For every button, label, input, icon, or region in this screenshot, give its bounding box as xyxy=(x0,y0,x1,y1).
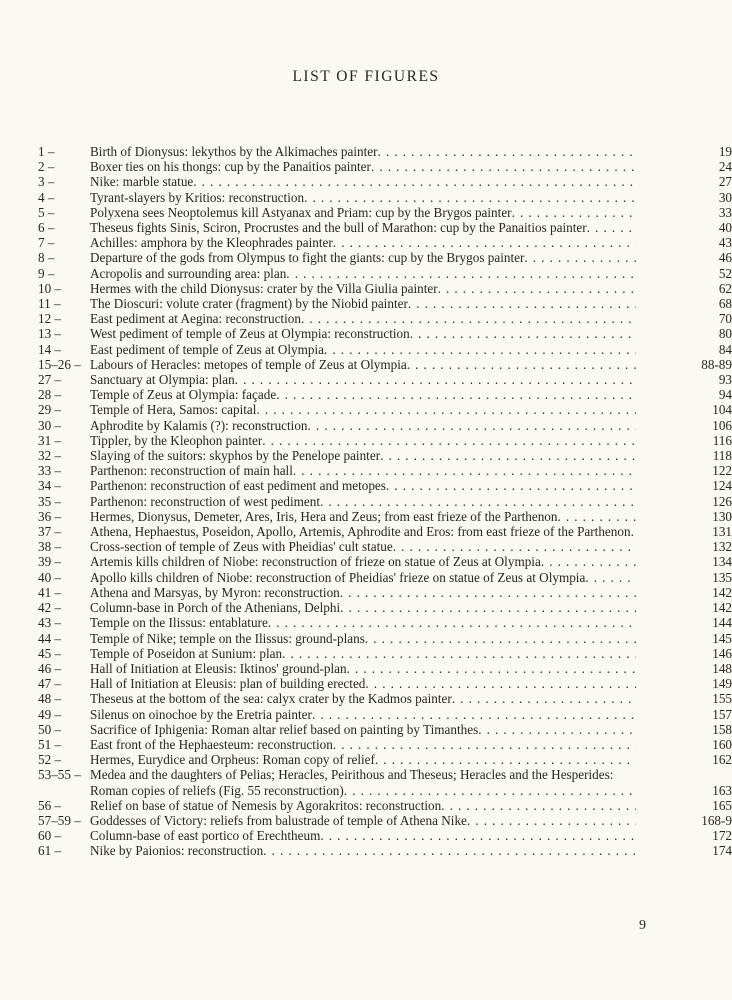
figure-caption: Column-base in Porch of the Athenians, Delphi . . . xyxy=(90,600,340,615)
list-item xyxy=(0,159,732,174)
figure-number: 4 – xyxy=(38,189,55,205)
figure-caption: Temple on the Ilissus: entablature . . . xyxy=(90,615,268,630)
figure-caption: Labours of Heracles: metopes of temple of Zeus at Olympia . . . xyxy=(90,357,407,372)
figure-caption: Tyrant-slayers by Kritios: reconstruction . . . xyxy=(90,190,304,205)
figure-number: 44 – xyxy=(38,630,62,646)
figure-number: 5 – xyxy=(38,204,55,220)
list-item xyxy=(0,843,732,858)
list-item xyxy=(0,752,732,767)
figure-caption: Hermes, Dionysus, Demeter, Ares, Iris, Hera and Zeus; from east frieze of the Parthenon . . . xyxy=(90,509,557,524)
list-item xyxy=(0,205,732,220)
figure-page: 124 xyxy=(709,478,732,493)
figure-number: 37 – xyxy=(38,524,62,540)
list-item xyxy=(0,281,732,296)
figure-caption: Medea and the daughters of Pelias; Heracles, Peirithous and Theseus; Heracles and the Hesperides: Roman copies of reliefs (Fig. 55 reconstruction) . . . xyxy=(90,767,613,797)
figure-caption: Birth of Dionysus: lekythos by the Alkimaches painter . . . xyxy=(90,144,378,159)
list-item xyxy=(0,600,732,615)
list-item xyxy=(0,828,732,843)
figure-number: 47 – xyxy=(38,676,62,692)
list-item xyxy=(0,174,732,189)
list-item xyxy=(0,433,732,448)
list-item xyxy=(0,539,732,554)
figure-caption: Athena and Marsyas, by Myron: reconstruction . . . xyxy=(90,585,340,600)
list-item xyxy=(0,190,732,205)
figure-page: 149 xyxy=(709,676,732,691)
list-item xyxy=(0,296,732,311)
list-item xyxy=(0,554,732,569)
list-item xyxy=(0,646,732,661)
figure-caption: Nike: marble statue . . . xyxy=(90,174,193,189)
figure-number: 27 – xyxy=(38,372,62,388)
figure-number: 57–59 – xyxy=(38,812,81,828)
figure-page: 163 xyxy=(709,783,732,798)
figure-page: 94 xyxy=(716,387,732,402)
figure-caption: East pediment of temple of Zeus at Olympia . . . xyxy=(90,342,324,357)
figure-caption: Polyxena sees Neoptolemus kill Astyanax and Priam: cup by the Brygos painter . . . xyxy=(90,205,512,220)
figure-page: 142 xyxy=(709,600,732,615)
figure-number: 31 – xyxy=(38,432,62,448)
figure-page: 84 xyxy=(716,342,732,357)
figure-page: 135 xyxy=(709,570,732,585)
figure-caption: Acropolis and surrounding area: plan . . . xyxy=(90,266,286,281)
list-item xyxy=(0,326,732,341)
figure-caption: Cross-section of temple of Zeus with Pheidias' cult statue . . . xyxy=(90,539,393,554)
figure-number: 41 – xyxy=(38,584,62,600)
list-item xyxy=(0,448,732,463)
figure-page: 132 xyxy=(709,539,732,554)
figure-number: 52 – xyxy=(38,752,62,768)
figure-number: 36 – xyxy=(38,508,62,524)
figure-page: 19 xyxy=(716,144,732,159)
list-item xyxy=(0,767,732,797)
figure-caption: Boxer ties on his thongs: cup by the Panaitios painter . . . xyxy=(90,159,371,174)
list-item xyxy=(0,798,732,813)
figure-number: 48 – xyxy=(38,691,62,707)
figure-page: 62 xyxy=(716,281,732,296)
figure-number: 60 – xyxy=(38,828,62,844)
figure-number: 7 – xyxy=(38,235,55,251)
figure-page: 130 xyxy=(709,509,732,524)
figure-page: 131 xyxy=(709,524,732,539)
list-item xyxy=(0,342,732,357)
list-item xyxy=(0,266,732,281)
figure-caption: Column-base of east portico of Erechtheum . . . xyxy=(90,828,320,843)
figure-caption: Temple of Nike; temple on the Ilissus: ground-plans . . . xyxy=(90,631,365,646)
figure-page: 172 xyxy=(709,828,732,843)
figure-caption: Theseus at the bottom of the sea: calyx crater by the Kadmos painter . . . xyxy=(90,691,452,706)
figure-page: 30 xyxy=(716,190,732,205)
list-item xyxy=(0,676,732,691)
figure-caption: Sanctuary at Olympia: plan . . . xyxy=(90,372,235,387)
figure-number: 38 – xyxy=(38,539,62,555)
list-item xyxy=(0,524,732,539)
figure-number: 39 – xyxy=(38,554,62,570)
figure-page: 134 xyxy=(709,554,732,569)
list-item xyxy=(0,235,732,250)
figure-caption: Nike by Paionios: reconstruction . . . xyxy=(90,843,263,858)
list-item xyxy=(0,402,732,417)
figure-number: 28 – xyxy=(38,387,62,403)
figure-number: 9 – xyxy=(38,265,55,281)
figure-caption: Temple of Poseidon at Sunium: plan . . . xyxy=(90,646,282,661)
figure-page: 40 xyxy=(716,220,732,235)
figure-caption: Apollo kills children of Niobe: reconstruction of Pheidias' frieze on statue of Zeus at Olympia . . . xyxy=(90,570,585,585)
figure-number: 6 – xyxy=(38,220,55,236)
figure-caption: West pediment of temple of Zeus at Olympia: reconstruction . . . xyxy=(90,326,410,341)
figure-page: 126 xyxy=(709,494,732,509)
figure-caption: Relief on base of statue of Nemesis by Agorakritos: reconstruction . . . xyxy=(90,798,441,813)
list-item xyxy=(0,631,732,646)
figure-page: 70 xyxy=(716,311,732,326)
figure-page: 146 xyxy=(709,646,732,661)
figure-number: 30 – xyxy=(38,417,62,433)
figure-number: 35 – xyxy=(38,493,62,509)
figure-page: 168-9 xyxy=(698,813,732,828)
figure-page: 68 xyxy=(716,296,732,311)
figure-caption: Hall of Initiation at Eleusis: Iktinos' ground-plan . . . xyxy=(90,661,347,676)
list-item xyxy=(0,220,732,235)
figure-page: 104 xyxy=(709,402,732,417)
figure-page: 142 xyxy=(709,585,732,600)
list-item xyxy=(0,691,732,706)
figure-number: 49 – xyxy=(38,706,62,722)
figure-caption: Silenus on oinochoe by the Eretria painter . . . xyxy=(90,707,312,722)
figure-number: 1 – xyxy=(38,144,55,159)
figure-number: 32 – xyxy=(38,448,62,464)
list-item xyxy=(0,722,732,737)
list-item xyxy=(0,509,732,524)
figure-caption: Artemis kills children of Niobe: reconstruction of frieze on statue of Zeus at Olympia . . . xyxy=(90,554,541,569)
figure-number: 10 – xyxy=(38,280,62,296)
list-item xyxy=(0,585,732,600)
figure-page: 24 xyxy=(716,159,732,174)
figure-page: 148 xyxy=(709,661,732,676)
page-title: LIST OF FIGURES xyxy=(292,68,440,85)
figure-page: 118 xyxy=(710,448,732,463)
figure-page: 165 xyxy=(709,798,732,813)
figure-caption: Sacrifice of Iphigenia: Roman altar relief based on painting by Timanthes . . . xyxy=(90,722,478,737)
figure-page: 27 xyxy=(716,174,732,189)
list-item xyxy=(0,357,732,372)
list-item xyxy=(0,494,732,509)
figure-caption: Hermes, Eurydice and Orpheus: Roman copy of relief . . . xyxy=(90,752,375,767)
figure-number: 51 – xyxy=(38,736,62,752)
list-item xyxy=(0,250,732,265)
figure-page: 46 xyxy=(716,250,732,265)
list-item xyxy=(0,418,732,433)
list-item xyxy=(0,478,732,493)
figure-caption: Temple of Hera, Samos: capital . . . xyxy=(90,402,256,417)
figure-number: 53–55 – xyxy=(38,767,81,783)
figure-list xyxy=(0,144,732,859)
figure-page: 174 xyxy=(709,843,732,858)
list-item xyxy=(0,311,732,326)
figure-number: 15–26 – xyxy=(38,356,81,372)
figure-page: 122 xyxy=(709,463,732,478)
figure-caption: Parthenon: reconstruction of main hall . . . xyxy=(90,463,293,478)
figure-caption: Hermes with the child Dionysus: crater by the Villa Giulia painter . . . xyxy=(90,281,438,296)
figure-number: 33 – xyxy=(38,463,62,479)
figure-page: 155 xyxy=(709,691,732,706)
figure-number: 12 – xyxy=(38,311,62,327)
figure-caption: Goddesses of Victory: reliefs from balustrade of temple of Athena Nike . . . xyxy=(90,813,467,828)
figure-caption: East front of the Hephaesteum: reconstruction . . . xyxy=(90,737,333,752)
list-item xyxy=(0,707,732,722)
figure-number: 13 – xyxy=(38,326,62,342)
figure-number: 29 – xyxy=(38,402,62,418)
figure-page: 106 xyxy=(709,418,732,433)
figure-page: 157 xyxy=(709,707,732,722)
list-item xyxy=(0,463,732,478)
figure-caption: Hall of Initiation at Eleusis: plan of building erected . . . xyxy=(90,676,365,691)
figure-page: 158 xyxy=(709,722,732,737)
figure-number: 14 – xyxy=(38,341,62,357)
figure-page: 144 xyxy=(709,615,732,630)
list-item xyxy=(0,615,732,630)
figure-number: 43 – xyxy=(38,615,62,631)
figure-page: 160 xyxy=(709,737,732,752)
figure-caption: Parthenon: reconstruction of west pediment . . . xyxy=(90,494,320,509)
figure-caption: Departure of the gods from Olympus to fight the giants: cup by the Brygos painter . . . xyxy=(90,250,524,265)
figure-caption: East pediment at Aegina: reconstruction . . . xyxy=(90,311,301,326)
figure-page: 162 xyxy=(709,752,732,767)
figure-page: 93 xyxy=(716,372,732,387)
page-number: 9 xyxy=(639,918,646,933)
figure-number: 46 – xyxy=(38,660,62,676)
figure-caption: Achilles: amphora by the Kleophrades painter . . . xyxy=(90,235,333,250)
figure-page: 33 xyxy=(716,205,732,220)
figure-page: 52 xyxy=(716,266,732,281)
figure-number: 2 – xyxy=(38,159,55,175)
figure-caption: Aphrodite by Kalamis (?): reconstruction . . . xyxy=(90,418,308,433)
list-item xyxy=(0,144,732,159)
figure-page: 43 xyxy=(716,235,732,250)
figure-number: 8 – xyxy=(38,250,55,266)
figure-page: 116 xyxy=(710,433,732,448)
figure-number: 34 – xyxy=(38,478,62,494)
figure-number: 56 – xyxy=(38,797,62,813)
list-item xyxy=(0,372,732,387)
figure-number: 3 – xyxy=(38,174,55,190)
figure-caption: Temple of Zeus at Olympia: façade . . . xyxy=(90,387,276,402)
figure-number: 45 – xyxy=(38,645,62,661)
figure-number: 61 – xyxy=(38,843,62,859)
figure-caption: Tippler, by the Kleophon painter . . . xyxy=(90,433,262,448)
list-item xyxy=(0,813,732,828)
figure-number: 50 – xyxy=(38,721,62,737)
list-item xyxy=(0,570,732,585)
list-item xyxy=(0,737,732,752)
list-item xyxy=(0,661,732,676)
figure-page: 145 xyxy=(709,631,732,646)
figure-page: 80 xyxy=(716,326,732,341)
figure-caption: The Dioscuri: volute crater (fragment) by the Niobid painter . . . xyxy=(90,296,408,311)
figure-number: 11 – xyxy=(38,296,61,312)
figure-caption: Athena, Hephaestus, Poseidon, Apollo, Artemis, Aphrodite and Eros: from east frieze of the Parthenon . . . xyxy=(90,524,631,539)
figure-number: 42 – xyxy=(38,600,62,616)
figure-number: 40 – xyxy=(38,569,62,585)
figure-caption: Slaying of the suitors: skyphos by the Penelope painter . . . xyxy=(90,448,380,463)
figure-page: 88-89 xyxy=(698,357,732,372)
figure-caption: Parthenon: reconstruction of east pediment and metopes . . . xyxy=(90,478,386,493)
figure-caption: Theseus fights Sinis, Sciron, Procrustes and the bull of Marathon: cup by the Panaitios painter . . . xyxy=(90,220,587,235)
list-item xyxy=(0,387,732,402)
